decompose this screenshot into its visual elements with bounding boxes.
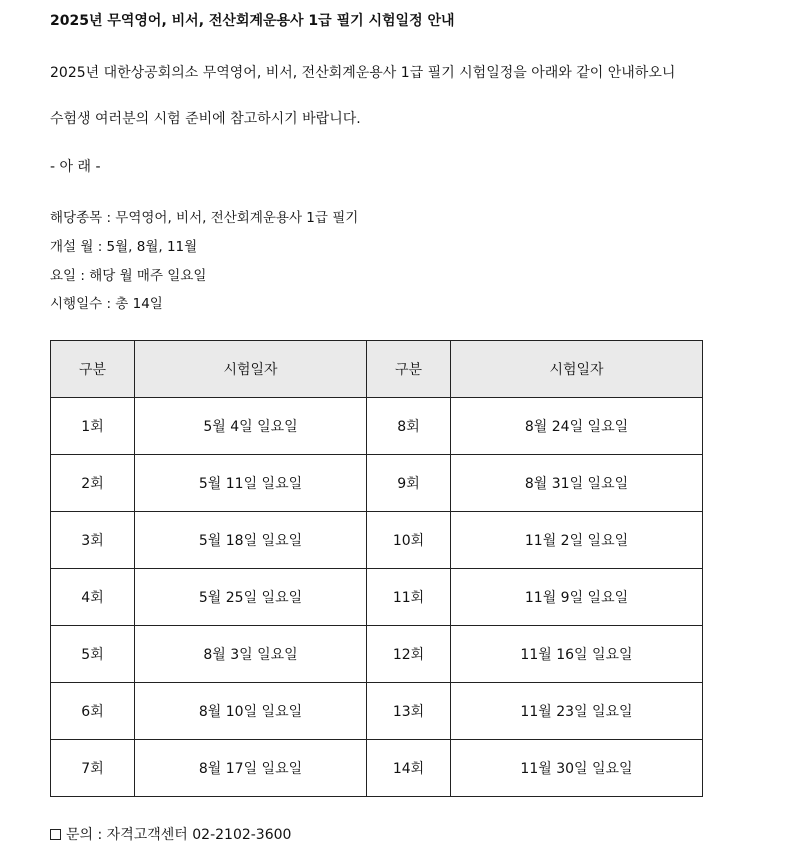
table-row (51, 398, 703, 455)
detail-months: 개설 월 : 5월, 8월, 11월 (50, 239, 198, 255)
round-cell: 6회 (51, 683, 135, 740)
round-cell: 5회 (51, 626, 135, 683)
round-cell: 10회 (367, 512, 451, 569)
schedule-table (50, 340, 703, 797)
date-cell: 5월 18일 일요일 (135, 512, 367, 569)
detail-subjects: 해당종목 : 무역영어, 비서, 전산회계운용사 1급 필기 (50, 210, 359, 226)
date-cell: 8월 17일 일요일 (135, 740, 367, 797)
table-row (51, 740, 703, 797)
round-cell: 1회 (51, 398, 135, 455)
round-cell: 13회 (367, 683, 451, 740)
page-title: 2025년 무역영어, 비서, 전산회계운용사 1급 필기 시험일정 안내 (50, 13, 455, 29)
round-cell: 4회 (51, 569, 135, 626)
date-cell: 11월 16일 일요일 (451, 626, 703, 683)
contact-text: 문의 : 자격고객센터 02-2102-3600 (66, 827, 292, 843)
detail-total: 시행일수 : 총 14일 (50, 296, 163, 312)
header-date: 시험일자 (135, 341, 367, 398)
date-cell: 5월 25일 일요일 (135, 569, 367, 626)
round-cell: 14회 (367, 740, 451, 797)
header-date: 시험일자 (451, 341, 703, 398)
header-round: 구분 (367, 341, 451, 398)
round-cell: 2회 (51, 455, 135, 512)
table-row (51, 626, 703, 683)
date-cell: 11월 23일 일요일 (451, 683, 703, 740)
header-round: 구분 (51, 341, 135, 398)
round-cell: 9회 (367, 455, 451, 512)
date-cell: 8월 3일 일요일 (135, 626, 367, 683)
date-cell: 8월 24일 일요일 (451, 398, 703, 455)
date-cell: 11월 2일 일요일 (451, 512, 703, 569)
intro-line-1: 2025년 대한상공회의소 무역영어, 비서, 전산회계운용사 1급 필기 시험일정을 아래와 같이 안내하오니 (50, 65, 676, 81)
table-row (51, 683, 703, 740)
detail-day: 요일 : 해당 월 매주 일요일 (50, 268, 207, 284)
round-cell: 8회 (367, 398, 451, 455)
table-row (51, 512, 703, 569)
table-row (51, 455, 703, 512)
date-cell: 11월 30일 일요일 (451, 740, 703, 797)
table-header-row (51, 341, 703, 398)
date-cell: 11월 9일 일요일 (451, 569, 703, 626)
intro-line-2: 수험생 여러분의 시험 준비에 참고하시기 바랍니다. (50, 111, 361, 127)
date-cell: 5월 4일 일요일 (135, 398, 367, 455)
separator-text: - 아 래 - (50, 159, 101, 175)
round-cell: 12회 (367, 626, 451, 683)
date-cell: 5월 11일 일요일 (135, 455, 367, 512)
round-cell: 11회 (367, 569, 451, 626)
date-cell: 8월 10일 일요일 (135, 683, 367, 740)
table-row (51, 569, 703, 626)
date-cell: 8월 31일 일요일 (451, 455, 703, 512)
round-cell: 3회 (51, 512, 135, 569)
contact-footer (50, 824, 291, 844)
round-cell: 7회 (51, 740, 135, 797)
empty-square-icon (50, 829, 61, 840)
